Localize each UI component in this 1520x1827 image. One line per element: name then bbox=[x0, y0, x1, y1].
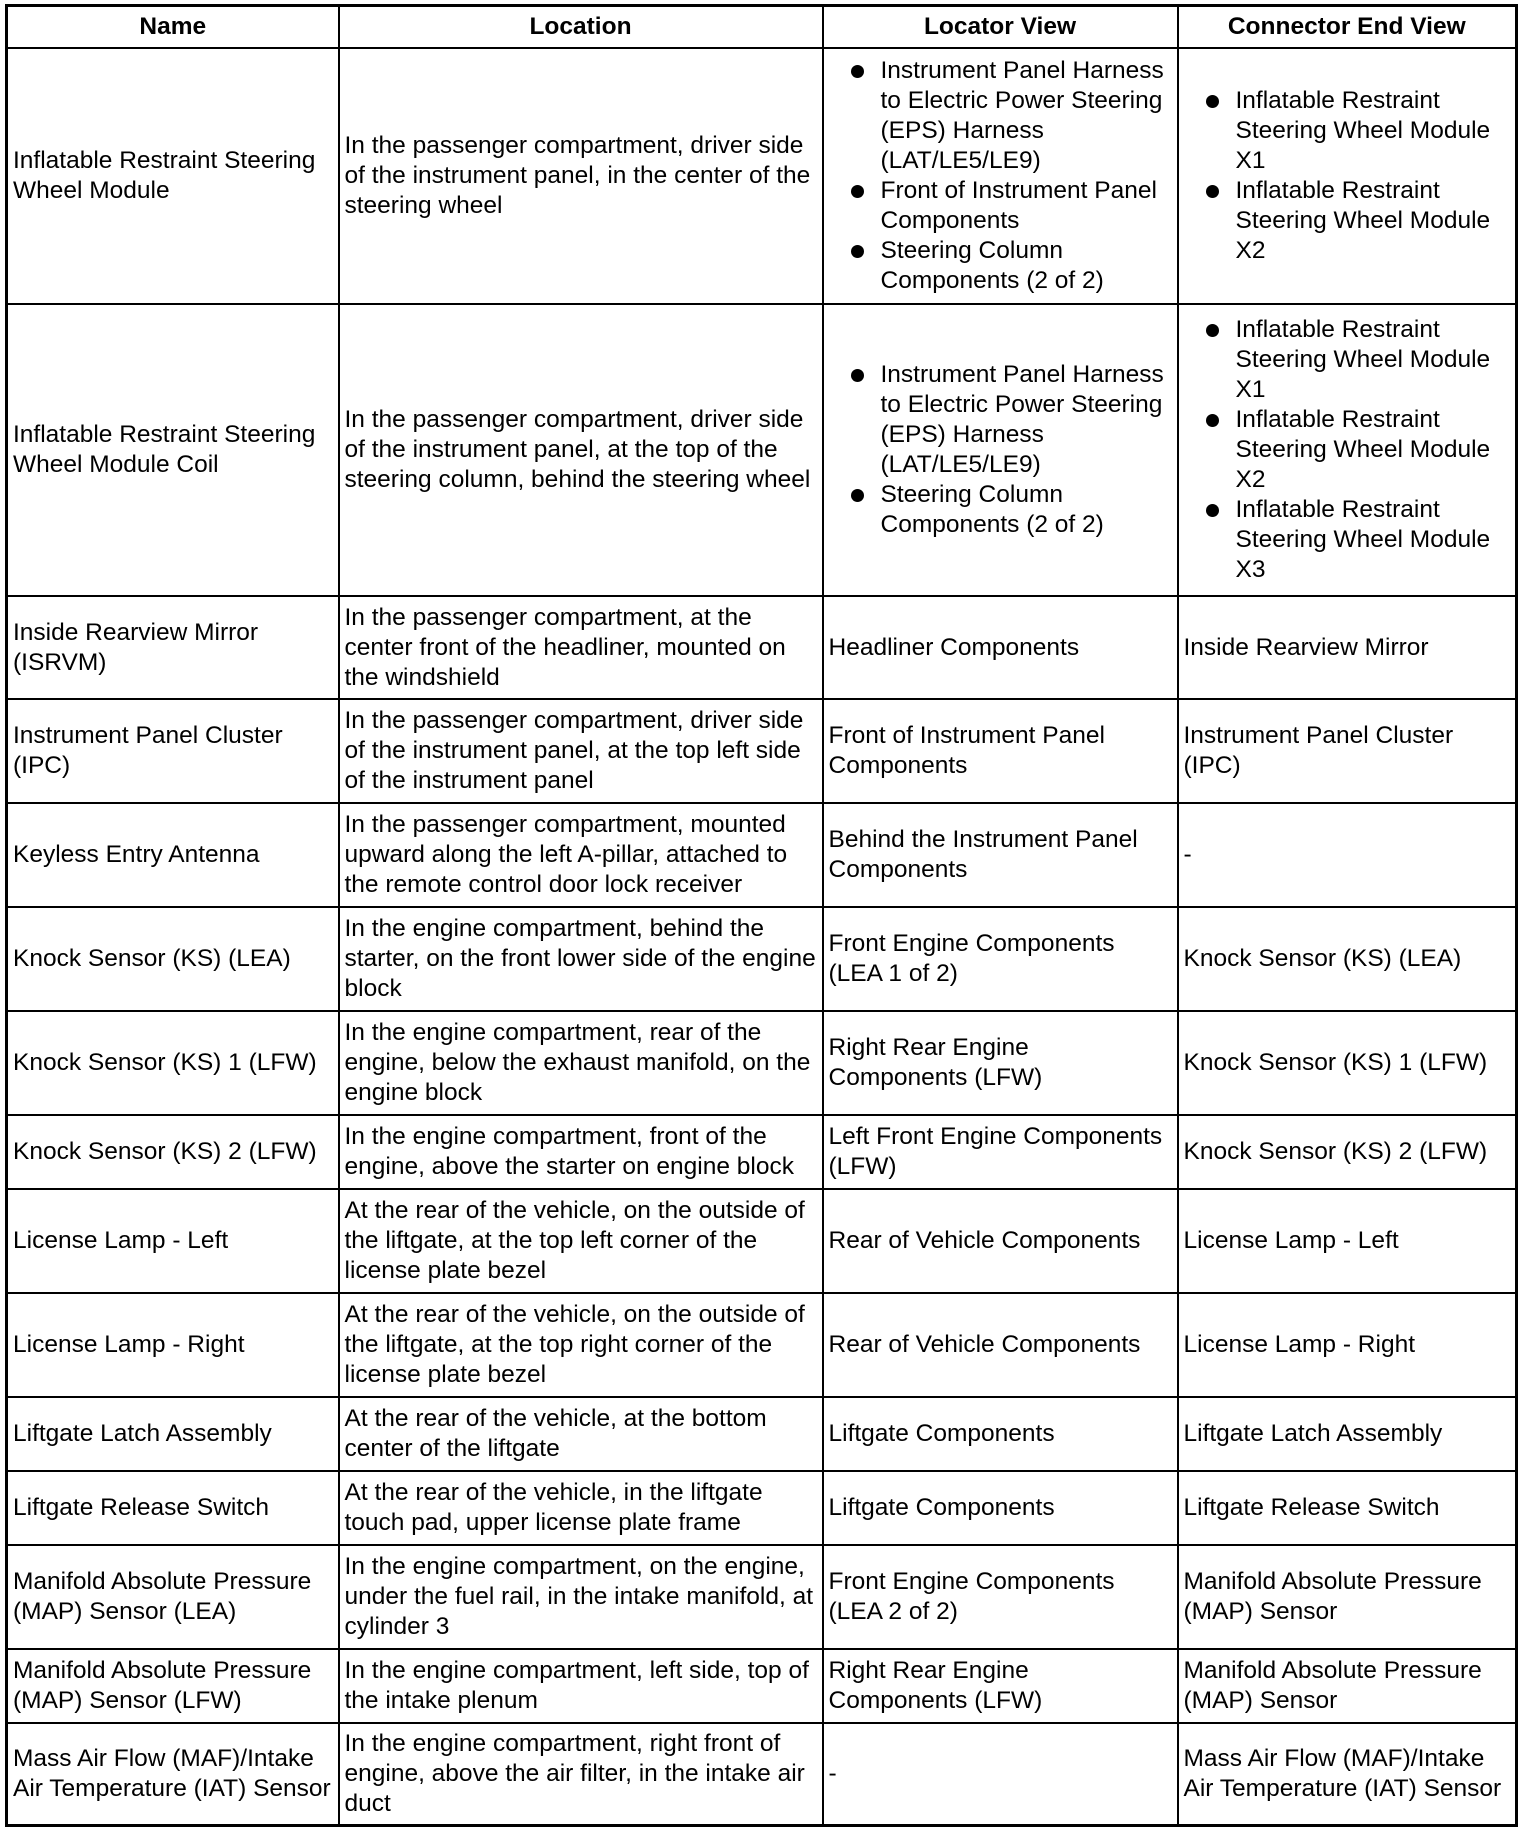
cell-connector-end-view: Manifold Absolute Pressure (MAP) Sensor bbox=[1178, 1649, 1517, 1723]
table-row bbox=[7, 1545, 1517, 1649]
table-row bbox=[7, 803, 1517, 907]
table-row bbox=[7, 596, 1517, 699]
cell-name: License Lamp - Right bbox=[7, 1293, 339, 1397]
cell-location: In the engine compartment, right front of engine, above the air filter, in the intake air duct bbox=[339, 1723, 823, 1826]
list-item: Instrument Panel Harness to Electric Power Steering (EPS) Harness (LAT/LE5/LE9) bbox=[829, 360, 1172, 480]
locator-view-list bbox=[829, 56, 1172, 296]
cell-connector-end-view: Knock Sensor (KS) (LEA) bbox=[1178, 907, 1517, 1011]
cell-name: Inflatable Restraint Steering Wheel Module bbox=[7, 48, 339, 304]
list-item: Steering Column Components (2 of 2) bbox=[829, 236, 1172, 296]
cell-name: Instrument Panel Cluster (IPC) bbox=[7, 699, 339, 803]
cell-location: In the passenger compartment, mounted upward along the left A-pillar, attached to the remote control door lock receiver bbox=[339, 803, 823, 907]
header-row bbox=[7, 6, 1517, 49]
cell-connector-end-view: Liftgate Release Switch bbox=[1178, 1471, 1517, 1545]
cell-location: At the rear of the vehicle, on the outside of the liftgate, at the top left corner of the license plate bezel bbox=[339, 1189, 823, 1293]
cell-locator-view: Right Rear Engine Components (LFW) bbox=[823, 1649, 1178, 1723]
cell-location: In the engine compartment, behind the starter, on the front lower side of the engine block bbox=[339, 907, 823, 1011]
table-row bbox=[7, 1293, 1517, 1397]
connector-end-view-list bbox=[1184, 315, 1511, 585]
table-row bbox=[7, 1471, 1517, 1545]
list-item: Inflatable Restraint Steering Wheel Module X2 bbox=[1184, 405, 1511, 495]
cell-location: In the passenger compartment, driver side of the instrument panel, at the top left side of the instrument panel bbox=[339, 699, 823, 803]
table-row bbox=[7, 1011, 1517, 1115]
col-header-location: Location bbox=[339, 6, 823, 49]
table-row bbox=[7, 304, 1517, 596]
cell-location: At the rear of the vehicle, at the bottom center of the liftgate bbox=[339, 1397, 823, 1471]
cell-locator-view: Behind the Instrument Panel Components bbox=[823, 803, 1178, 907]
cell-name: Keyless Entry Antenna bbox=[7, 803, 339, 907]
cell-location: In the passenger compartment, driver side of the instrument panel, in the center of the steering wheel bbox=[339, 48, 823, 304]
cell-connector-end-view: Inside Rearview Mirror bbox=[1178, 596, 1517, 699]
cell-connector-end-view: Knock Sensor (KS) 1 (LFW) bbox=[1178, 1011, 1517, 1115]
table-row bbox=[7, 1397, 1517, 1471]
col-header-locator-view: Locator View bbox=[823, 6, 1178, 49]
list-item: Inflatable Restraint Steering Wheel Module X1 bbox=[1184, 315, 1511, 405]
locator-view-list bbox=[829, 360, 1172, 540]
cell-location: In the engine compartment, rear of the engine, below the exhaust manifold, on the engine block bbox=[339, 1011, 823, 1115]
cell-locator-view: Left Front Engine Components (LFW) bbox=[823, 1115, 1178, 1189]
cell-name: License Lamp - Left bbox=[7, 1189, 339, 1293]
component-locator-table bbox=[5, 4, 1518, 1827]
cell-locator-view: Right Rear Engine Components (LFW) bbox=[823, 1011, 1178, 1115]
list-item: Inflatable Restraint Steering Wheel Module X2 bbox=[1184, 176, 1511, 266]
cell-connector-end-view: Manifold Absolute Pressure (MAP) Sensor bbox=[1178, 1545, 1517, 1649]
cell-name: Liftgate Latch Assembly bbox=[7, 1397, 339, 1471]
col-header-name: Name bbox=[7, 6, 339, 49]
cell-locator-view bbox=[823, 48, 1178, 304]
cell-connector-end-view: Mass Air Flow (MAF)/Intake Air Temperature (IAT) Sensor bbox=[1178, 1723, 1517, 1826]
cell-name: Knock Sensor (KS) 2 (LFW) bbox=[7, 1115, 339, 1189]
cell-locator-view: Rear of Vehicle Components bbox=[823, 1293, 1178, 1397]
cell-locator-view: Liftgate Components bbox=[823, 1397, 1178, 1471]
table-row bbox=[7, 1723, 1517, 1826]
table-row bbox=[7, 699, 1517, 803]
cell-name: Inflatable Restraint Steering Wheel Module Coil bbox=[7, 304, 339, 596]
cell-locator-view: Rear of Vehicle Components bbox=[823, 1189, 1178, 1293]
cell-locator-view: Front Engine Components (LEA 2 of 2) bbox=[823, 1545, 1178, 1649]
cell-name: Mass Air Flow (MAF)/Intake Air Temperature (IAT) Sensor bbox=[7, 1723, 339, 1826]
cell-locator-view bbox=[823, 304, 1178, 596]
cell-location: In the passenger compartment, driver side of the instrument panel, at the top of the steering column, behind the steering wheel bbox=[339, 304, 823, 596]
cell-location: At the rear of the vehicle, on the outside of the liftgate, at the top right corner of the license plate bezel bbox=[339, 1293, 823, 1397]
list-item: Inflatable Restraint Steering Wheel Module X3 bbox=[1184, 495, 1511, 585]
cell-connector-end-view: - bbox=[1178, 803, 1517, 907]
cell-location: In the passenger compartment, at the center front of the headliner, mounted on the windshield bbox=[339, 596, 823, 699]
table-row bbox=[7, 1649, 1517, 1723]
table-row bbox=[7, 907, 1517, 1011]
list-item: Inflatable Restraint Steering Wheel Module X1 bbox=[1184, 86, 1511, 176]
list-item: Instrument Panel Harness to Electric Power Steering (EPS) Harness (LAT/LE5/LE9) bbox=[829, 56, 1172, 176]
cell-connector-end-view bbox=[1178, 304, 1517, 596]
cell-connector-end-view: Knock Sensor (KS) 2 (LFW) bbox=[1178, 1115, 1517, 1189]
cell-locator-view: Front of Instrument Panel Components bbox=[823, 699, 1178, 803]
cell-location: At the rear of the vehicle, in the liftgate touch pad, upper license plate frame bbox=[339, 1471, 823, 1545]
cell-connector-end-view: License Lamp - Right bbox=[1178, 1293, 1517, 1397]
cell-connector-end-view: Instrument Panel Cluster (IPC) bbox=[1178, 699, 1517, 803]
table-row bbox=[7, 1189, 1517, 1293]
cell-locator-view: Liftgate Components bbox=[823, 1471, 1178, 1545]
connector-end-view-list bbox=[1184, 86, 1511, 266]
cell-name: Inside Rearview Mirror (ISRVM) bbox=[7, 596, 339, 699]
cell-name: Liftgate Release Switch bbox=[7, 1471, 339, 1545]
cell-locator-view: Front Engine Components (LEA 1 of 2) bbox=[823, 907, 1178, 1011]
cell-connector-end-view: Liftgate Latch Assembly bbox=[1178, 1397, 1517, 1471]
cell-connector-end-view bbox=[1178, 48, 1517, 304]
cell-location: In the engine compartment, left side, top of the intake plenum bbox=[339, 1649, 823, 1723]
cell-name: Manifold Absolute Pressure (MAP) Sensor (LFW) bbox=[7, 1649, 339, 1723]
table-row bbox=[7, 1115, 1517, 1189]
cell-locator-view: Headliner Components bbox=[823, 596, 1178, 699]
cell-location: In the engine compartment, front of the engine, above the starter on engine block bbox=[339, 1115, 823, 1189]
list-item: Steering Column Components (2 of 2) bbox=[829, 480, 1172, 540]
list-item: Front of Instrument Panel Components bbox=[829, 176, 1172, 236]
cell-name: Knock Sensor (KS) (LEA) bbox=[7, 907, 339, 1011]
cell-location: In the engine compartment, on the engine, under the fuel rail, in the intake manifold, at cylinder 3 bbox=[339, 1545, 823, 1649]
col-header-connector-end-view: Connector End View bbox=[1178, 6, 1517, 49]
cell-name: Knock Sensor (KS) 1 (LFW) bbox=[7, 1011, 339, 1115]
cell-name: Manifold Absolute Pressure (MAP) Sensor (LEA) bbox=[7, 1545, 339, 1649]
table-row bbox=[7, 48, 1517, 304]
cell-connector-end-view: License Lamp - Left bbox=[1178, 1189, 1517, 1293]
cell-locator-view: - bbox=[823, 1723, 1178, 1826]
